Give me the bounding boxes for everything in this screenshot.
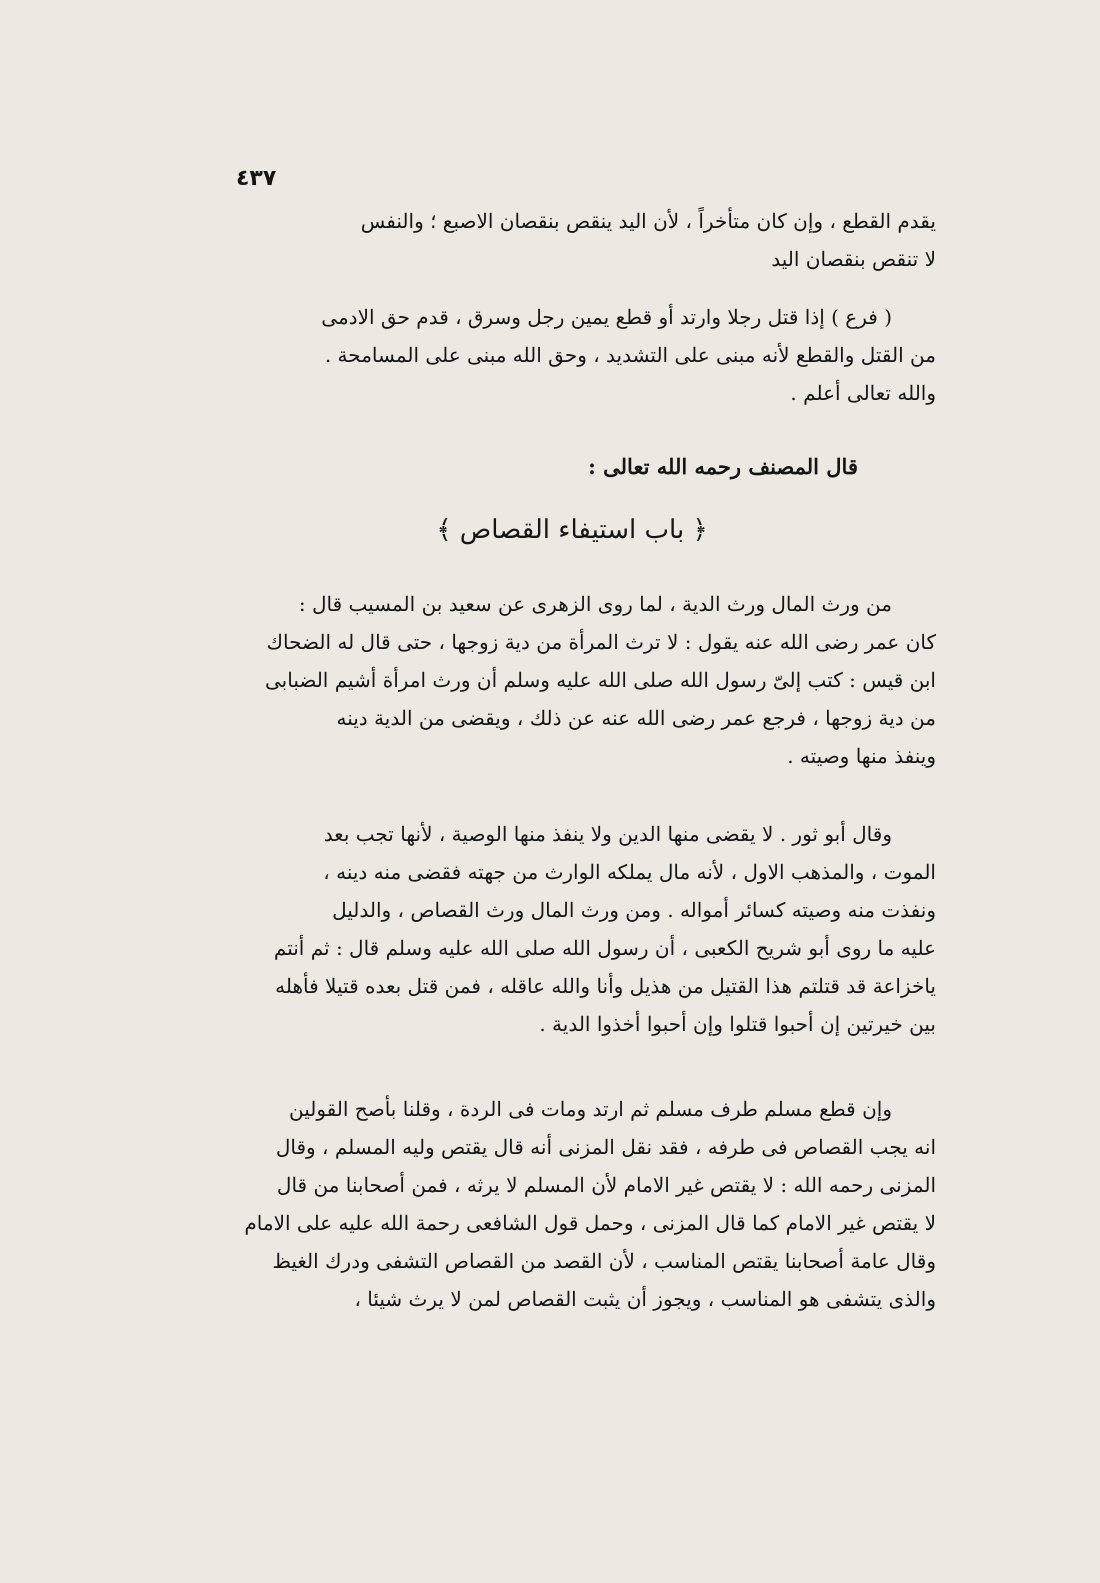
text-line: من ورث المال ورث الدية ، لما روى الزهرى عن سعيد بن المسيب قال : <box>298 592 892 616</box>
text-line: من دية زوجها ، فرجع عمر رضى الله عنه عن ذلك ، ويقضى من الدية دينه <box>336 706 936 730</box>
text-line: ابن قيس : كتب إلىّ رسول الله صلى الله عليه وسلم أن ورث امرأة أشيم الضبابى <box>264 668 936 692</box>
paragraph-3 <box>208 585 936 775</box>
text-line: لا يقتص غير الامام كما قال المزنى ، وحمل قول الشافعى رحمة الله عليه على الامام <box>244 1211 936 1235</box>
paragraph-2 <box>208 298 936 412</box>
page-number: ٤٣٧ <box>236 166 277 191</box>
paragraph-1 <box>208 202 936 278</box>
text-line: بين خيرتين إن أحبوا قتلوا وإن أحبوا أخذوا الدية . <box>539 1012 936 1036</box>
text-line: وينفذ منها وصيته . <box>787 744 936 768</box>
paragraph-5 <box>208 1090 936 1318</box>
text-line: وقال عامة أصحابنا يقتص المناسب ، لأن القصد من القصاص التشفى ودرك الغيظ <box>272 1249 936 1273</box>
text-line: ياخزاعة قد قتلتم هذا القتيل من هذيل وأنا والله عاقله ، فمن قتل بعده قتيلا فأهله <box>275 974 936 998</box>
text-line: الموت ، والمذهب الاول ، لأنه مال يملكه الوارث من جهته فقضى منه دينه ، <box>323 860 936 884</box>
chapter-title: ﴿ باب استيفاء القصاص ﴾ <box>436 515 708 545</box>
paragraph-4 <box>208 815 936 1043</box>
text-line: من القتل والقطع لأنه مبنى على التشديد ، وحق الله مبنى على المسامحة . <box>324 343 936 367</box>
text-line: انه يجب القصاص فى طرفه ، فقد نقل المزنى أنه قال يقتص وليه المسلم ، وقال <box>275 1135 936 1159</box>
text-line: والله تعالى أعلم . <box>790 381 936 405</box>
text-line: وقال أبو ثور . لا يقضى منها الدين ولا ينفذ منها الوصية ، لأنها تجب بعد <box>323 822 892 846</box>
text-line: وإن قطع مسلم طرف مسلم ثم ارتد ومات فى الردة ، وقلنا بأصح القولين <box>289 1097 892 1121</box>
text-line: كان عمر رضى الله عنه يقول : لا ترث المرأة من دية زوجها ، حتى قال له الضحاك <box>266 630 936 654</box>
text-line: لا تنقص بنقصان اليد <box>771 247 936 271</box>
text-line: والذى يتشفى هو المناسب ، ويجوز أن يثبت القصاص لمن لا يرث شيئا ، <box>354 1287 936 1311</box>
text-line: المزنى رحمه الله : لا يقتص غير الامام لأن المسلم لا يرثه ، فمن أصحابنا من قال <box>276 1173 936 1197</box>
author-speaker-heading: قال المصنف رحمه الله تعالى : <box>588 454 858 479</box>
text-line: ونفذت منه وصيته كسائر أمواله . ومن ورث المال ورث القصاص ، والدليل <box>332 898 936 922</box>
text-line: ( فرع ) إذا قتل رجلا وارتد أو قطع يمين رجل وسرق ، قدم حق الادمى <box>321 305 892 329</box>
text-line: يقدم القطع ، وإن كان متأخراً ، لأن اليد ينقص بنقصان الاصبع ؛ والنفس <box>360 209 936 233</box>
text-line: عليه ما روى أبو شريح الكعبى ، أن رسول الله صلى الله عليه وسلم قال : ثم أنتم <box>273 936 936 960</box>
